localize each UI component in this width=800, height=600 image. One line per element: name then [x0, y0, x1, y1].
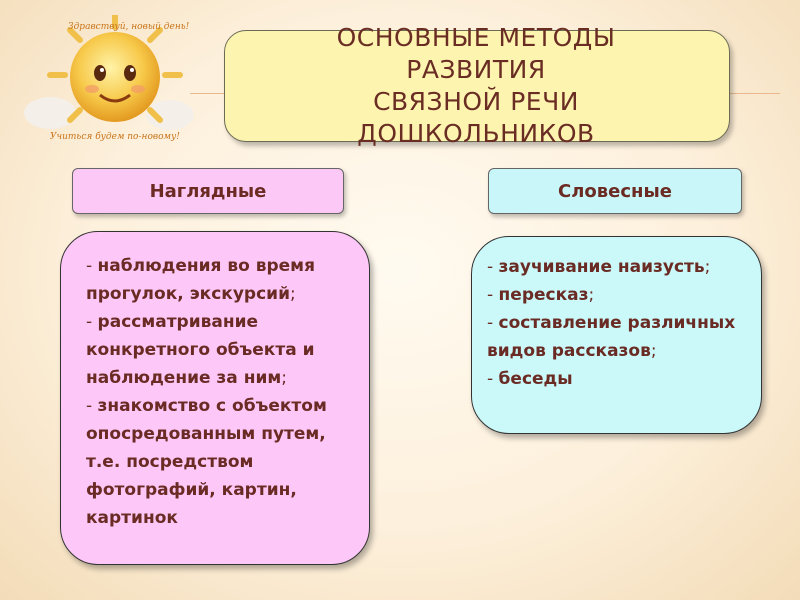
- title-line: ОСНОВНЫЕ МЕТОДЫ: [336, 23, 616, 52]
- list-item: - беседы: [487, 369, 573, 389]
- list-item: - заучивание наизусть;: [487, 257, 711, 277]
- visual-methods-list: [86, 252, 362, 532]
- page-title: [224, 22, 728, 150]
- logo-top-text: Здравствуй, новый день!: [68, 22, 190, 32]
- list-item: - наблюдения во время прогулок, экскурсий;: [86, 256, 315, 304]
- verbal-methods-list: [487, 253, 747, 393]
- logo-bottom-text: Учиться будем по-новому!: [50, 132, 180, 142]
- title-line: ДОШКОЛЬНИКОВ: [357, 119, 595, 148]
- list-item: - рассматривание конкретного объекта и наблюдение за ним;: [86, 312, 315, 388]
- visual-methods-heading: Наглядные: [72, 168, 344, 214]
- list-item: - составление различных видов рассказов;: [487, 313, 736, 361]
- list-item: - знакомство с объектом опосредованным путем, т.е. посредством фотографий, картин, картинок: [86, 396, 327, 528]
- title-line: РАЗВИТИЯ: [406, 55, 546, 84]
- sun-logo: [20, 15, 195, 145]
- verbal-methods-heading: Словесные: [488, 168, 742, 214]
- title-line: СВЯЗНОЙ РЕЧИ: [373, 87, 579, 116]
- list-item: - пересказ;: [487, 285, 595, 305]
